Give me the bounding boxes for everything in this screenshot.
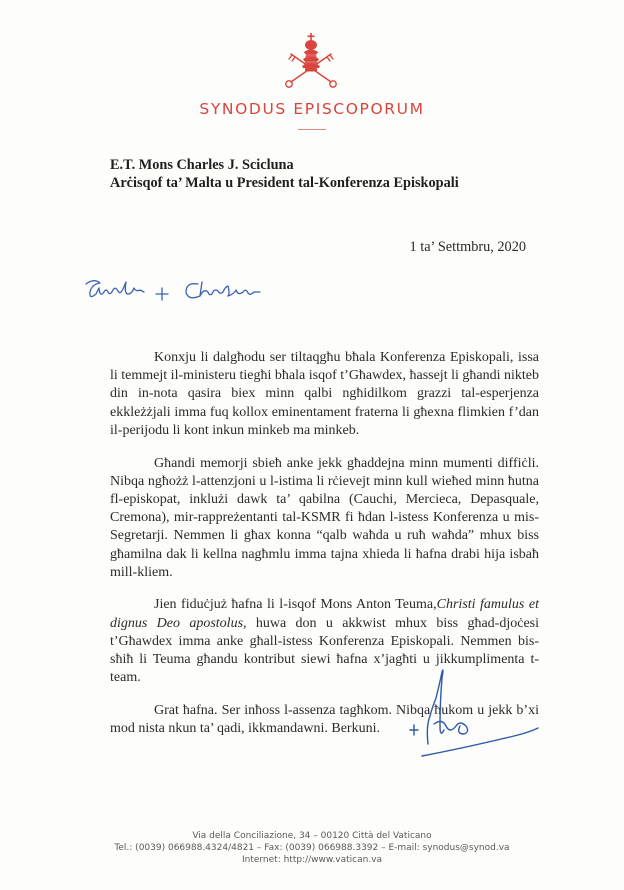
body-paragraph-4: Grat ħafna. Ser inħoss l-assenza tagħkom. Nibqa ħukom u jekk b’xi mod nista nkun ta’ qadi, ikkmandawni. Berkuni. [110, 702, 539, 737]
body-paragraph-3-latin: Christi famulus et dignus Deo apostolus, [110, 597, 539, 631]
footer-contact: Tel.: (0039) 066988.4324/4821 – Fax: (0039) 066988.3392 – E-mail: synodus@synod.va [114, 843, 510, 853]
letter-date: 1 ta’ Settmbru, 2020 [409, 239, 526, 255]
letter-footer [0, 830, 624, 866]
handwritten-salutation-image [80, 274, 270, 308]
footer-address: Via della Conciliazione, 34 – 00120 Città del Vaticano [192, 831, 432, 841]
addressee-title: Arċisqof ta’ Malta u President tal-Konferenza Episkopali [110, 175, 459, 191]
addressee-block [110, 156, 610, 192]
addressee-name: E.T. Mons Charles J. Scicluna [110, 157, 294, 173]
handwritten-signature-image [404, 664, 544, 776]
letterhead-divider [298, 129, 326, 130]
body-paragraph-2: Għandi memorji sbieħ anke jekk għaddejna minn mumenti diffiċli. Nibqa ngħożż l-attenzjoni u l-istima li rċievejt minn kull wieħed minn ħutna fl-episkopat, inklużi dawk ta’ qabilna (Cauchi, Mercieca, Depasquale, Cremona), mir-rappreżentanti tal-KSMR fi ħdan l-istess Konferenza u mis-Segretarji. Nemmen li għax konna “qalb waħda u ruħ waħda” mhux biss għamilna dak li kellna nagħmlu imma tajna xhieda li ħafna drabi hija isbaħ mill-kliem. [110, 455, 539, 580]
papal-crest-icon [283, 30, 339, 88]
body-paragraph-3-end: huwa don u akkwist mhux biss għad-djoċesi t’Għawdex imma anke għall-istess Konferenza Episkopali. Nemmen bis-sħiħ li Teuma għandu kontribut siewi ħafna x’jagħti u jikkumplimenta t-team. [110, 615, 539, 686]
organization-name: SYNODUS EPISCOPORUM [199, 100, 425, 118]
body-paragraph-3-start: Jien fiduċjuż ħafna li l-isqof Mons Anton Teuma, [154, 597, 437, 613]
footer-internet: Internet: http://www.vatican.va [241, 855, 383, 865]
body-paragraph-1: Konxju li dalgħodu ser tiltaqgħu bħala Konferenza Episkopali, issa li temmejt il-ministeru tiegħi bħala isqof t’Għawdex, ħassejt li għandi nikteb din in-nota qasira biex minn qalbi ngħidilkom grazzi tal-esperjenza ekkleżżjali imma fuq kollox eminentament fraterna li għexna flimkien f’dan il-perijodu li kont inkun minkeb ma minkeb. [110, 350, 539, 438]
